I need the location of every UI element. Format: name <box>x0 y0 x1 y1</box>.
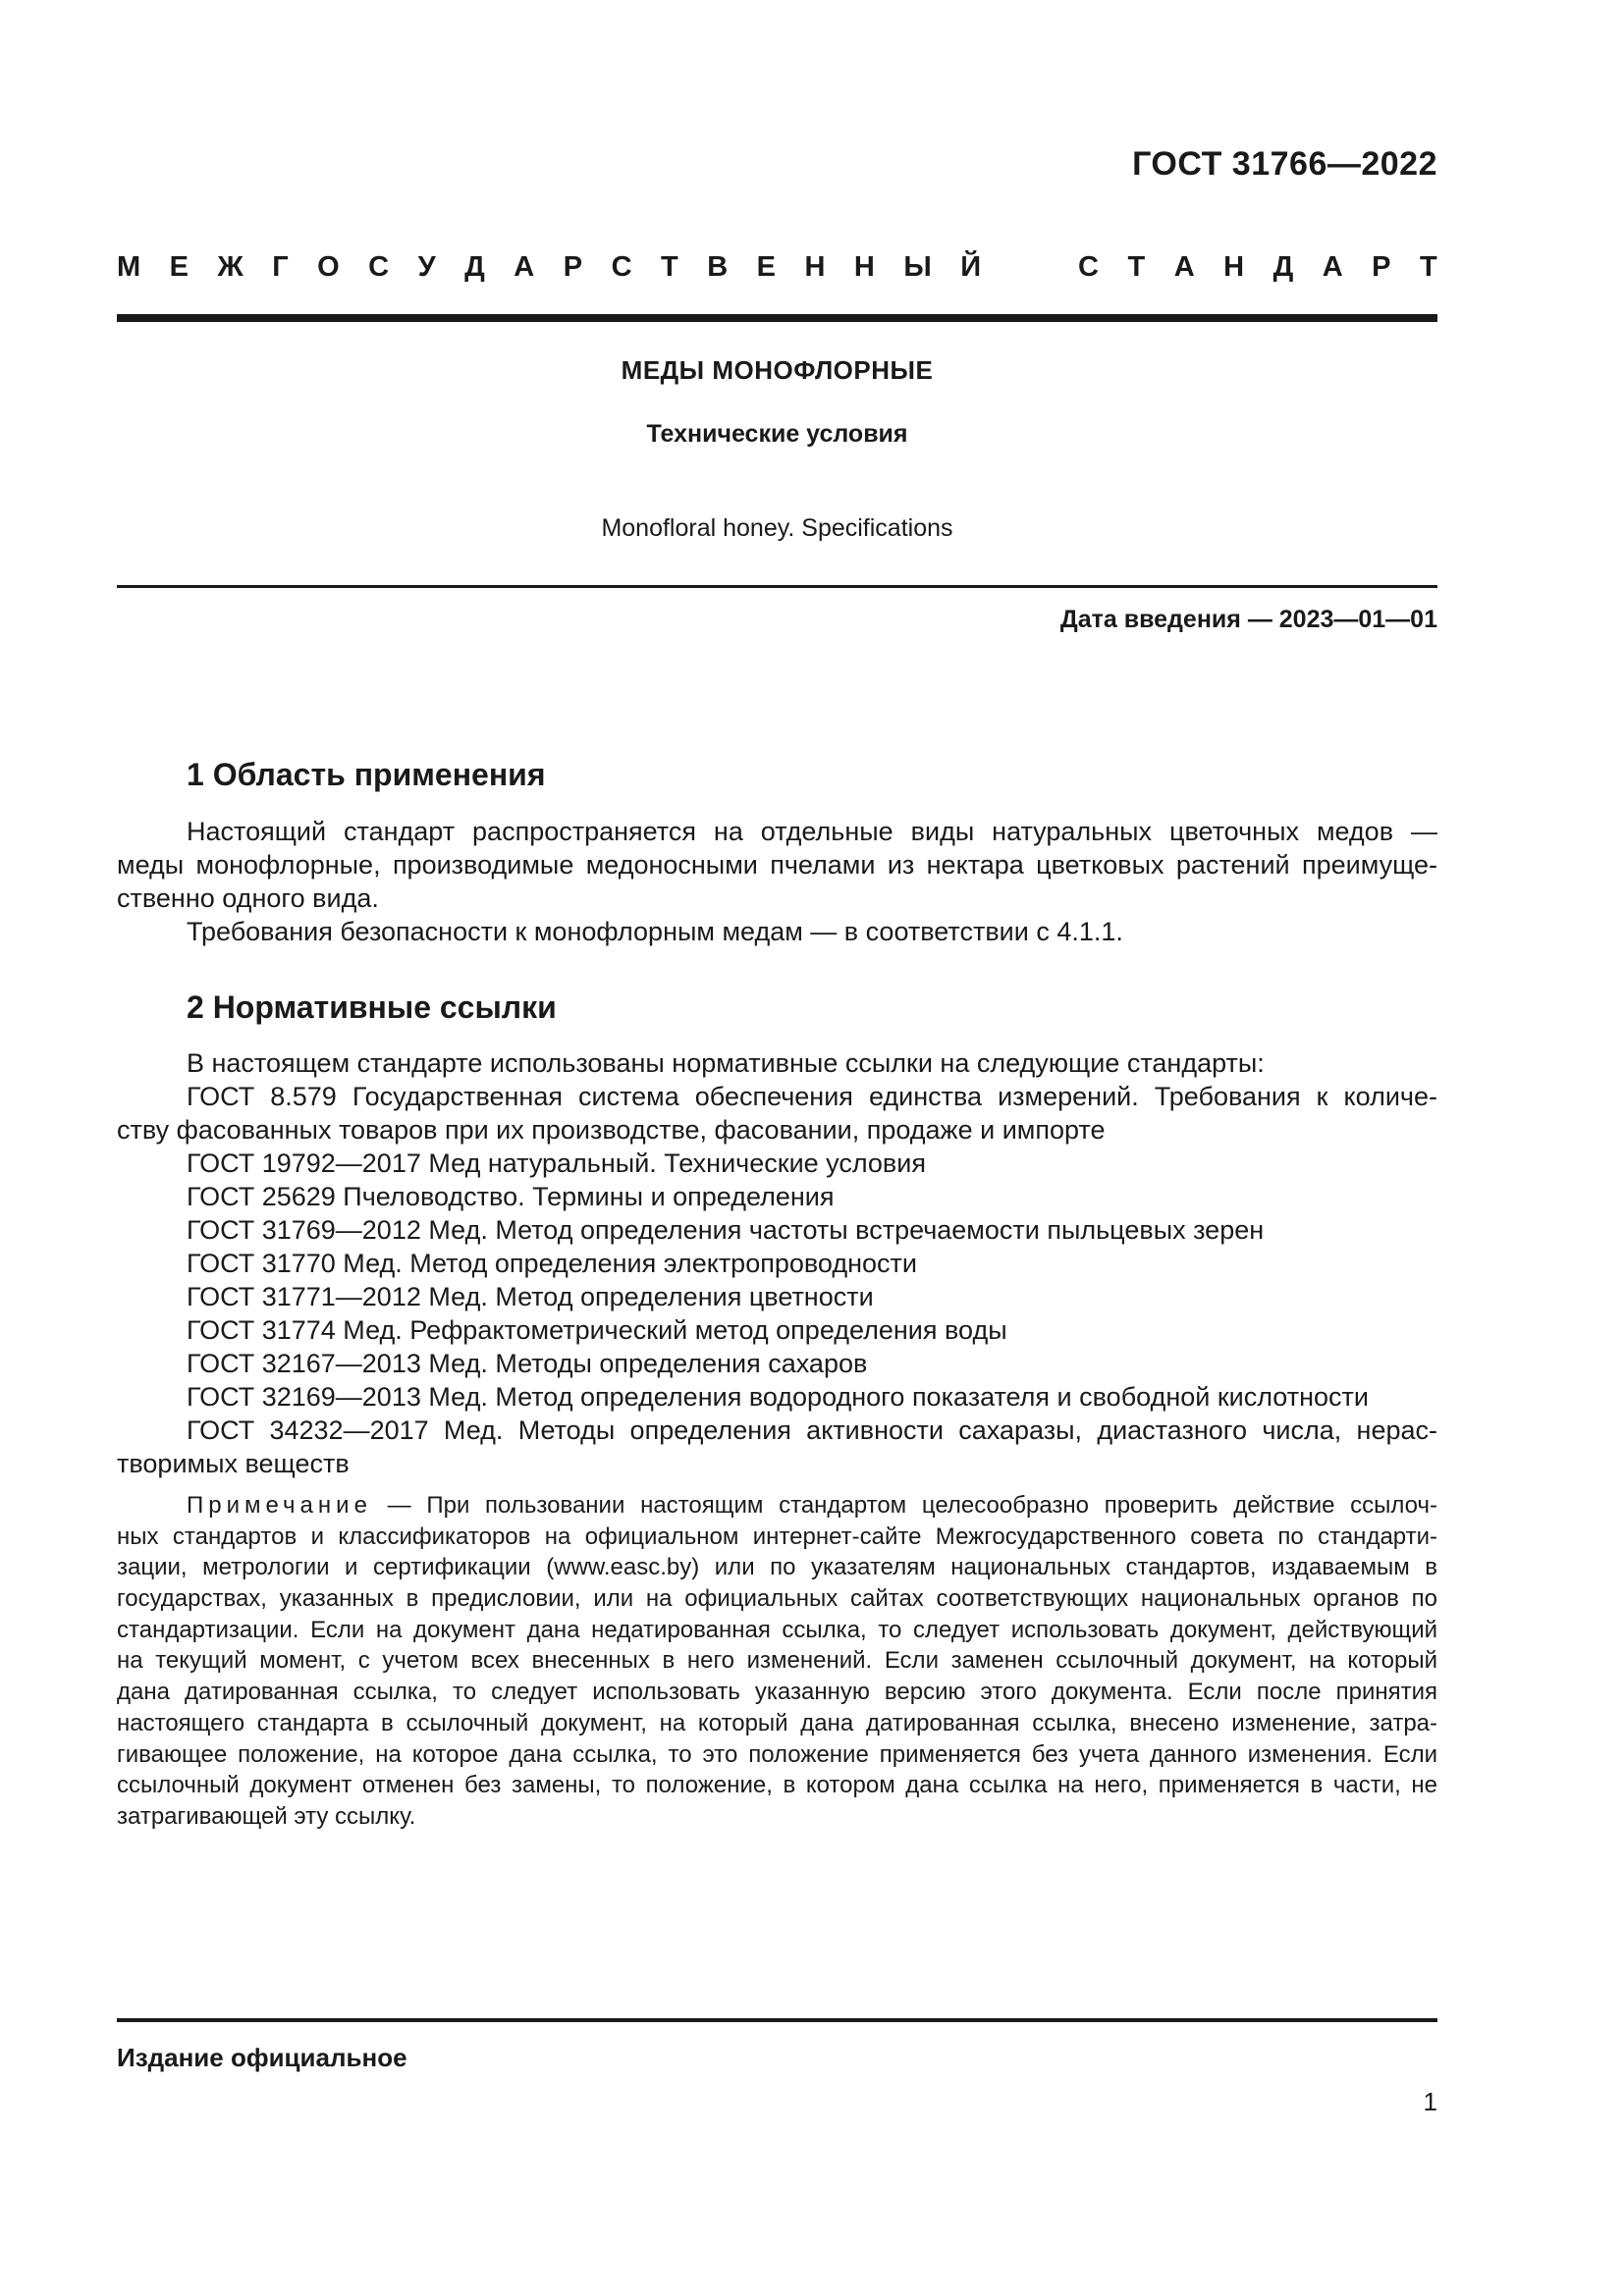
official-edition-label: Издание официальное <box>117 2043 407 2072</box>
banner-letter: Ы <box>903 251 932 283</box>
document-number: ГОСТ 31766—2022 <box>1132 145 1437 183</box>
section-2-body <box>117 1046 1437 1480</box>
paragraph-line: ственно одного вида. <box>117 883 379 913</box>
page-number: 1 <box>1423 2087 1437 2116</box>
paragraph-line: Настоящий стандарт распространяется на отдельные виды натуральных цветочных медов — <box>187 817 1437 846</box>
header-divider <box>117 314 1437 322</box>
paragraph-line: меды монофлорные, производимые медоносными пчелами из нектара цветковых растений преимуще- <box>117 850 1437 880</box>
banner-letter: Т <box>1419 251 1437 283</box>
document-title: МЕДЫ МОНОФЛОРНЫЕ <box>621 355 934 385</box>
banner-letter: Т <box>661 251 678 283</box>
banner-word-gap <box>1010 251 1050 284</box>
banner-letter: Р <box>563 251 583 283</box>
reference-item: ГОСТ 19792—2017 Мед натуральный. Технические условия <box>187 1148 926 1178</box>
reference-item: ГОСТ 31771—2012 Мед. Метод определения цветности <box>187 1282 874 1311</box>
section-1-heading: 1 Область применения <box>187 757 546 792</box>
banner-letter: Д <box>464 251 485 283</box>
reference-item: ГОСТ 31774 Мед. Рефрактометрический метод определения воды <box>187 1315 1007 1345</box>
english-title: Monofloral honey. Specifications <box>601 514 953 542</box>
banner-letter: А <box>1173 251 1195 283</box>
note-block <box>117 1490 1437 1833</box>
banner-letter: С <box>368 251 390 283</box>
banner-letter: М <box>117 251 141 283</box>
banner-letter: С <box>1078 251 1099 283</box>
note-first-line <box>117 1490 1437 1522</box>
banner-letter: Е <box>169 251 189 283</box>
reference-item: ГОСТ 8.579 Государственная система обеспечения единства измерений. Требования к количе- <box>187 1082 1437 1111</box>
reference-item-continued: ству фасованных товаров при их производстве, фасовании, продаже и импорте <box>117 1115 1106 1145</box>
banner-letter: Е <box>756 251 776 283</box>
footer-divider <box>117 2018 1437 2022</box>
banner-letter: Г <box>272 251 289 283</box>
reference-item: ГОСТ 34232—2017 Мед. Методы определения активности сахаразы, диастазного числа, нерас- <box>187 1415 1437 1445</box>
banner-letter: О <box>317 251 340 283</box>
interstate-standard-banner <box>117 251 1437 284</box>
paragraph-line: Требования безопасности к монофлорным медам — в соответствии с 4.1.1. <box>187 917 1123 946</box>
note-line: ных стандартов и классификаторов на официальном интернет-сайте Межгосударственного совета по стандарти- <box>117 1522 1437 1550</box>
title-divider <box>117 585 1437 588</box>
reference-item-continued: творимых веществ <box>117 1449 350 1478</box>
banner-letter: Ж <box>217 251 244 283</box>
note-line: ссылочный документ отменен без замены, то положение, в котором дана ссылка на него, применяется в части, не <box>117 1772 1437 1799</box>
note-line: стандартизации. Если на документ дана недатированная ссылка, то следует использовать документ, действующий <box>117 1616 1437 1643</box>
note-line: затрагивающей эту ссылку. <box>117 1802 416 1830</box>
section-1-body <box>117 815 1437 948</box>
note-text: — При пользовании настоящим стандартом целесообразно проверить действие ссылоч- <box>371 1492 1437 1519</box>
banner-letter: Р <box>1372 251 1391 283</box>
banner-letter: А <box>1322 251 1343 283</box>
document-subtitle: Технические условия <box>646 420 908 448</box>
reference-item: ГОСТ 31770 Мед. Метод определения электропроводности <box>187 1249 917 1278</box>
note-line: зации, метрологии и сертификации (www.easc.by) или по указателям национальных стандартов, издаваемым в <box>117 1554 1437 1581</box>
note-line: на текущий момент, с учетом всех внесенных в него изменений. Если заменен ссылочный документ, на который <box>117 1647 1437 1675</box>
note-label: Примечание <box>187 1492 372 1519</box>
banner-letter: А <box>514 251 535 283</box>
note-line: гивающее положение, на которое дана ссылка, то это положение применяется без учета данного изменения. Если <box>117 1740 1437 1768</box>
note-line: государствах, указанных в предисловии, или на официальных сайтах соответствующих национальных органов по <box>117 1585 1437 1613</box>
reference-item: ГОСТ 32169—2013 Мед. Метод определения водородного показателя и свободной кислотности <box>187 1382 1369 1412</box>
banner-letter: Й <box>960 251 982 283</box>
note-line: настоящего стандарта в ссылочный документ, на который дана датированная ссылка, внесено изменение, затра- <box>117 1709 1437 1736</box>
reference-intro: В настоящем стандарте использованы нормативные ссылки на следующие стандарты: <box>187 1048 1265 1078</box>
banner-letter: С <box>611 251 632 283</box>
banner-letter: У <box>417 251 436 283</box>
reference-item: ГОСТ 31769—2012 Мед. Метод определения частоты встречаемости пыльцевых зерен <box>187 1215 1265 1245</box>
reference-item: ГОСТ 25629 Пчеловодство. Термины и определения <box>187 1182 835 1211</box>
banner-letter: Д <box>1272 251 1294 283</box>
reference-item: ГОСТ 32167—2013 Мед. Методы определения сахаров <box>187 1349 868 1378</box>
section-2-heading: 2 Нормативные ссылки <box>187 989 557 1025</box>
banner-letter: Н <box>853 251 875 283</box>
note-line: дана датированная ссылка, то следует использовать указанную версию этого документа. Если после принятия <box>117 1679 1437 1706</box>
banner-letter: Н <box>804 251 826 283</box>
banner-letter: Т <box>1127 251 1146 283</box>
introduction-date: Дата введения — 2023—01—01 <box>1059 606 1437 633</box>
banner-letter: Н <box>1223 251 1245 283</box>
banner-letter: В <box>707 251 729 283</box>
